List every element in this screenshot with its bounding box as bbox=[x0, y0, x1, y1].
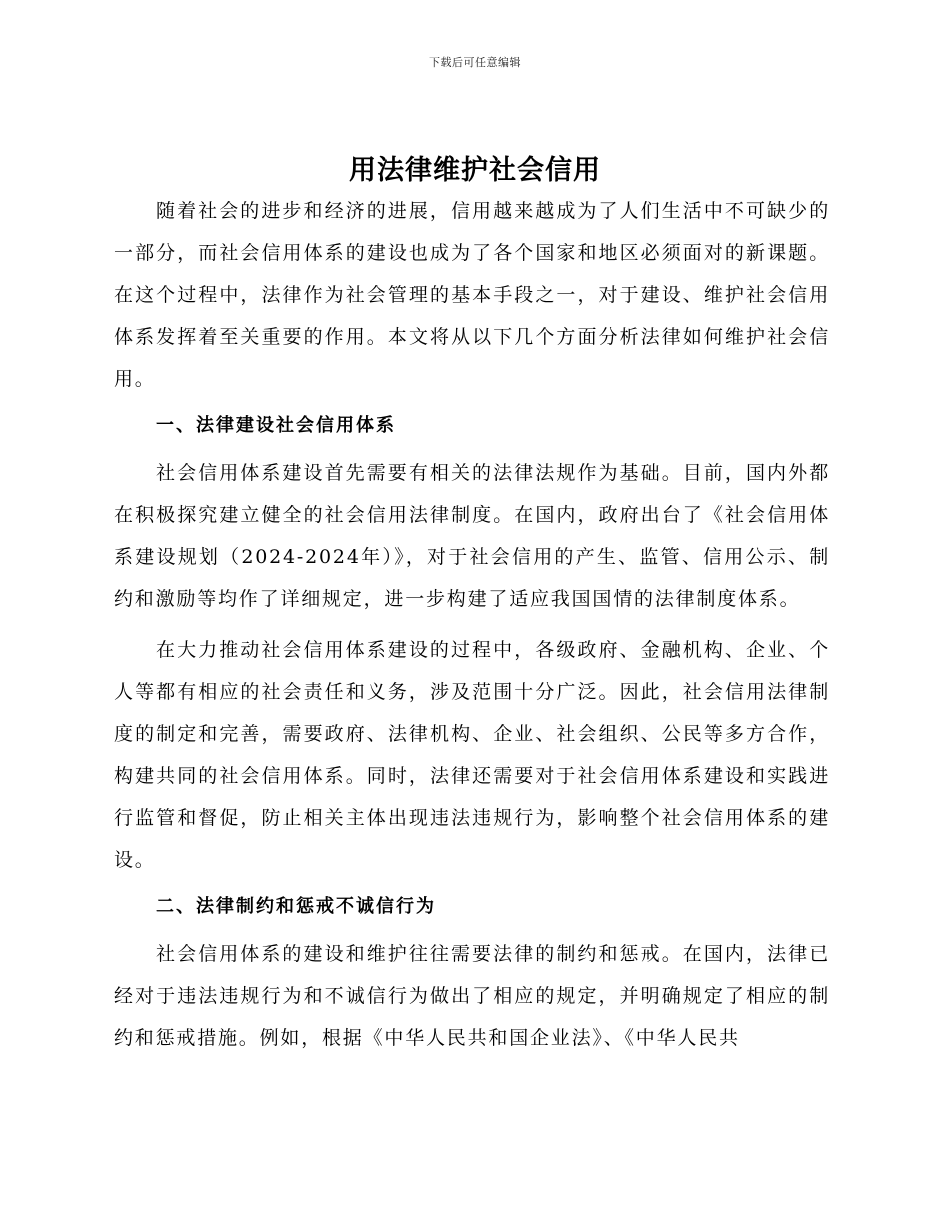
header-note: 下载后可任意编辑 bbox=[429, 56, 521, 69]
section-1-paragraph-1: 社会信用体系建设首先需要有相关的法律法规作为基础。目前，国内外都在积极探究建立健全的社会信用法律制度。在国内，政府出台了《社会信用体系建设规划（2024-2024年）》，对于社会信用的产生、监管、信用公示、制约和激励等均作了详细规定，进一步构建了适应我国国情的法律制度体系。 bbox=[114, 462, 830, 610]
section-heading-2: 二、法律制约和惩戒不诚信行为 bbox=[156, 896, 436, 917]
intro-paragraph: 随着社会的进步和经济的进展，信用越来越成为了人们生活中不可缺少的一部分，而社会信用体系的建设也成为了各个国家和地区必须面对的新课题。在这个过程中，法律作为社会管理的基本手段之一，对于建设、维护社会信用体系发挥着至关重要的作用。本文将从以下几个方面分析法律如何维护社会信用。 bbox=[114, 200, 830, 390]
section-1-paragraph-2: 在大力推动社会信用体系建设的过程中，各级政府、金融机构、企业、个人等都有相应的社会责任和义务，涉及范围十分广泛。因此，社会信用法律制度的制定和完善，需要政府、法律机构、企业、社会组织、公民等多方合作，构建共同的社会信用体系。同时，法律还需要对于社会信用体系建设和实践进行监管和督促，防止相关主体出现违法违规行为，影响整个社会信用体系的建设。 bbox=[114, 639, 830, 871]
document-title: 用法律维护社会信用 bbox=[349, 155, 601, 186]
section-2-paragraph-1: 社会信用体系的建设和维护往往需要法律的制约和惩戒。在国内，法律已经对于违法违规行为和不诚信行为做出了相应的规定，并明确规定了相应的制约和惩戒措施。例如，根据《中华人民共和国企业法》、《中华人民共 bbox=[114, 943, 830, 1049]
section-heading-1: 一、法律建设社会信用体系 bbox=[156, 415, 396, 436]
document-body bbox=[114, 190, 830, 1059]
